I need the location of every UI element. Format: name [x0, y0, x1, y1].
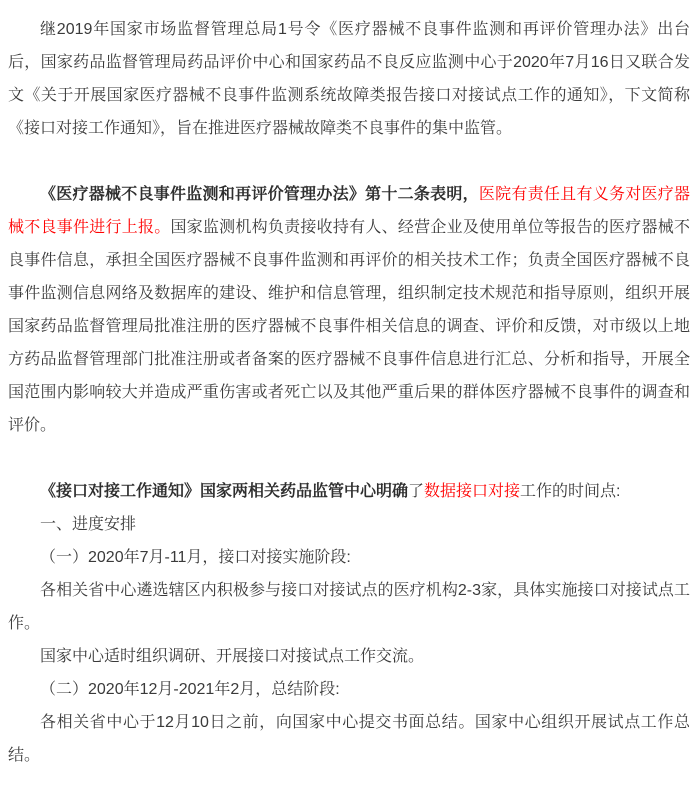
blank-line — [8, 442, 690, 475]
red-emphasis-text-run: 数据接口对接 — [424, 483, 521, 500]
text-run: （一）2020年7月-11月，接口对接实施阶段: — [40, 549, 351, 566]
red-emphasis-text-run: 医院有责任且有义务对医疗器械不良事件进行上报。 — [8, 186, 690, 236]
text-run: 继2019年国家市场监督管理总局1号令《医疗器械不良事件监测和再评价管理办法》出台后，国家药品监督管理局药品评价中心和国家药品不良反应监测中心于2020年7月16日又联合发文《关于开展国家医疗器械不良事件监测系统故障类报告接口对接试点工作的通知》，下文简称《接口对接工作通知》，旨在推进医疗器械故障类不良事件的集中监管。 — [8, 21, 690, 137]
bold-text-run: 《医疗器械不良事件监测和再评价管理办法》第十二条表明， — [40, 186, 479, 203]
text-run: 一、进度安排 — [40, 516, 137, 533]
text-run: 国家中心适时组织调研、开展接口对接试点工作交流。 — [40, 648, 425, 665]
text-run: 了 — [408, 483, 425, 500]
text-run: （二）2020年12月-2021年2月，总结阶段: — [40, 681, 340, 698]
phase-1-detail — [8, 574, 690, 640]
intro-paragraph — [8, 13, 690, 145]
text-run: 工作的时间点: — [520, 483, 621, 500]
text-run: 国家监测机构负责接收持有人、经营企业及使用单位等报告的医疗器械不良事件信息，承担全国医疗器械不良事件监测和再评价的相关技术工作；负责全国医疗器械不良事件监测信息网络及数据库的建设、维护和信息管理，组织制定技术规范和指导原则，组织开展国家药品监督管理局批准注册的医疗器械不良事件相关信息的调查、评价和反馈，对市级以上地方药品监督管理部门批准注册或者备案的医疗器械不良事件信息进行汇总、分析和指导，开展全国范围内影响较大并造成严重伤害或者死亡以及其他严重后果的群体医疗器械不良事件的调查和评价。 — [8, 219, 690, 434]
text-run: 各相关省中心于12月10日之前，向国家中心提交书面总结。国家中心组织开展试点工作总结。 — [8, 714, 690, 764]
notice-timeline-paragraph — [8, 475, 690, 508]
phase-2-detail — [8, 706, 690, 772]
blank-line — [8, 145, 690, 178]
regulation-paragraph — [8, 178, 690, 442]
bold-text-run: 《接口对接工作通知》国家两相关药品监管中心明确 — [40, 483, 409, 500]
text-run: 各相关省中心遴选辖区内积极参与接口对接试点的医疗机构2-3家，具体实施接口对接试点工作。 — [8, 582, 690, 632]
phase-1-heading — [8, 541, 690, 574]
phase-1-exchange — [8, 640, 690, 673]
section-heading-progress — [8, 508, 690, 541]
phase-2-heading — [8, 673, 690, 706]
